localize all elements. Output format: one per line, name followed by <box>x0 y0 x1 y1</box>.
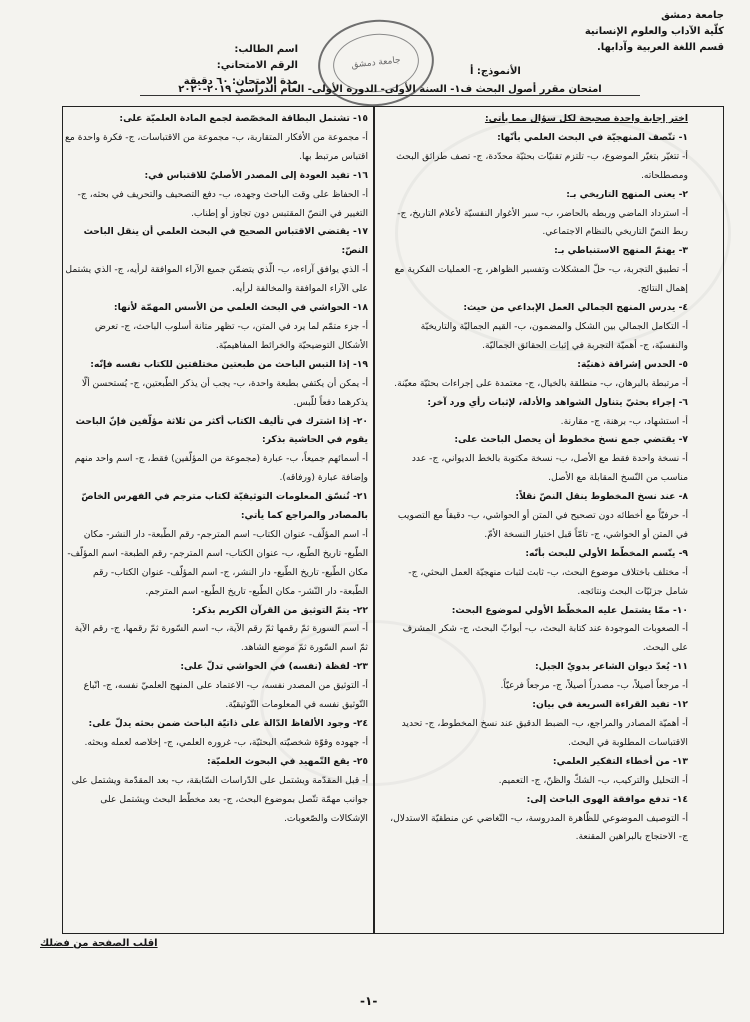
question-options: أ- نسخة واحدة فقط مع الأصل، ب- نسخة مكتوبة بالخط الديواني، ج- عدد مناسب من النّسخ المقابلة مع الأصل. <box>411 453 688 484</box>
question-options: أ- مختلف باختلاف موضوع البحث، ب- ثابت لثبات منهجيّة العمل البحثي، ج- شامل جزئيّات البحث ونتائجه. <box>408 566 688 597</box>
header-institution <box>469 8 724 56</box>
question-text: ٧- يقتضي جمع نسخ مخطوط أن يحصل الباحث على: <box>454 434 688 446</box>
page-number: -١- <box>360 994 378 1008</box>
question-options: أ- التوثيق من المصدر نفسه، ب- الاعتماد على المنهج العلميّ نفسه، ج- اتّباع التّوثيق نفسه في المعلومات التّوثيقيّة. <box>83 680 368 711</box>
question-text: ٤- يدرس المنهج الجمالي العمل الإبداعي من حيث: <box>463 302 688 314</box>
question-text: ٩- يتّسم المخطّط الأولي للبحث بأنّه: <box>525 547 688 559</box>
exam-model: الأنموذج: أ <box>470 66 521 77</box>
question-options: أ- مرجعاً أصيلاً، ب- مصدراً أصيلاً، ج- مرجعاً فرعيّاً. <box>500 680 688 692</box>
question-text: ٨- عند نسخ المخطوط ينقل النصّ نقلاً: <box>515 491 688 503</box>
student-name-field: اسم الطالب: <box>234 44 298 55</box>
question-text: ٢١- تُنسّق المعلومات التوثيقيّة لكتاب مترجم في الفهرس الخاصّ بالمصادر والمراجع كما يأتي: <box>81 491 368 522</box>
question-text: ١١- يُعدّ ديوان الشاعر بدويّ الجبل: <box>534 661 688 673</box>
question-text: ١٣- من أخطاء التفكير العلمي: <box>552 755 688 767</box>
question-text: ٢٠- إذا اشترك في تأليف الكتاب أكثر من ثلاثة مؤلّفين فإنّ الباحث يقوم في الحاشية بذكر: <box>75 415 368 446</box>
questions-column-right <box>384 110 688 847</box>
turn-page-note: اقلب الصفحة من فضلك <box>40 938 158 949</box>
question-options: أ- حرفيّاً مع أخطائه دون تصحيح في المتن أو الحواشي، ب- دقيقاً مع التصويب في المتن أو الحواشي، ج- تامّاً قبل اختيار النسخة الأمّ. <box>397 510 688 540</box>
question-options: أ- جهوده وقوّة شخصيّته البحثيّة، ب- غروره العلمي، ج- إخلاصه لعمله وبحثه. <box>84 736 368 748</box>
question-options: أ- الصعوبات الموجودة عند كتابة البحث، ب- أبوابّ البحث، ج- شكر المشرف على البحث. <box>402 623 688 654</box>
question-text: ٢- يعنى المنهج التاريخي بـ: <box>566 188 688 200</box>
question-options: أ- اسم المؤلّف- عنوان الكتاب- اسم المترجم- رقم الطّبعة- دار النشر- مكان الطّبع- تاريخ الطّبع، ب- عنوان الكتاب- اسم المترجم- رقم الطبعة- اسم المؤلّف- مكان الطّبع- تاريخ الطّبع- دار النشر، ج- اسم المؤلّف- عنوان الكتاب- رقم الطّبعة- دار النّشر- مكان الطّبع- تاريخ الطّبع- اسم المترجم. <box>67 528 368 597</box>
question-text: ١٧- يقتضي الاقتباس الصحيح في البحث العلمي أن ينقل الباحث النصّ: <box>83 226 368 257</box>
department-name: قسم اللغة العربية وآدابها. <box>596 42 724 53</box>
question-options: أ- التوصيف الموضوعي للظّاهرة المدروسة، ب- التّغاضي عن منطقيّة الاستدلال، ج- الاحتجاج بالبراهين المقنعة. <box>390 812 688 843</box>
question-text: ٢٢- يتمّ التوثيق من القرآن الكريم بذكر: <box>192 604 368 616</box>
question-text: ١٦- تفيد العودة إلى المصدر الأصليّ للاقتباس في: <box>144 169 368 181</box>
question-options: أ- تتغيّر بتغيّر الموضوع، ب- تلتزم تقنيّات بحثيّة محدّدة، ج- تصف طرائق البحث ومصطلحاته. <box>396 150 688 181</box>
column-divider <box>373 106 375 934</box>
question-text: ٦- إجراء بحثيّ يتناول الشواهد والأدلة، لإثبات رأي ورد آخر: <box>427 396 688 408</box>
question-text: ١٩- إذا التبس الباحث من طبعتين مختلفتين للكتاب نفسه فإنّه: <box>90 358 368 370</box>
question-text: ١٤- تدفع موافقة الهوى الباحث إلى: <box>526 793 688 805</box>
question-options: أ- الحفاظ على وقت الباحث وجهده، ب- دفع التصحيف والتحريف في بحثه، ج- التغيير في النصّ المقتبس دون تجاوز أو إطناب. <box>77 188 368 219</box>
question-text: ١٨- الحواشي في البحث العلمي من الأسس المهمّة لأنها: <box>113 302 368 314</box>
question-text: ٢٣- لفظة (نفسه) في الحواشي تدلّ على: <box>180 661 368 673</box>
question-options: أ- أهميّة المصادر والمراجع، ب- الضبط الدقيق عند نسخ المخطوط، ج- تحديد الاقتباسات المطلوبة في البحث. <box>401 718 688 748</box>
question-options: أ- استرداد الماضي وربطه بالحاضر، ب- سبر الأغوار النفسيّة لأعلام التاريخ، ج- ربط النصّ التاريخي بالنظام الاجتماعي. <box>397 207 688 238</box>
question-options: أ- التحليل والتركيب، ب- الشكّ والظنّ، ج- التعميم. <box>498 774 688 786</box>
question-options: أ- قبل المقدّمة ويشتمل على الدّراسات السّابقة، ب- بعد المقدّمة ويشتمل على جوانب مهمّة تتّصل بموضوع البحث، ج- بعد مخطّط البحث ويشتمل على الإشكالات والصّعوبات. <box>71 774 368 824</box>
instructions: اختر إجابة واحدة صحيحة لكل سؤال مما يأتي: <box>484 113 688 124</box>
question-options: أ- أسمائهم جميعاً، ب- عبارة (مجموعة من المؤلّفين) فقط، ج- اسم واحد منهم وإضافة عبارة (ورفاقه). <box>74 453 368 484</box>
header-student-info <box>58 42 298 90</box>
seal-text: جامعة دمشق <box>330 30 422 97</box>
question-text: ٥- الحدس إشراقة ذهنيّة: <box>577 358 688 370</box>
university-seal <box>314 14 438 112</box>
question-text: ٣- يهتمّ المنهج الاستنباطي بـ: <box>554 245 688 257</box>
question-options: أ- التكامل الجمالي بين الشكل والمضمون، ب- القيم الجماليّة والتاريخيّة والنفسيّة، ج- أهميّة التجربة في إثبات الحقائق الجماليّة. <box>420 320 688 351</box>
questions-column-left <box>64 110 368 828</box>
question-options: أ- مرتبطة بالبرهان، ب- منطلقة بالخيال، ج- معتمدة على إجراءات بحثيّة معيّنة. <box>394 377 688 389</box>
question-options: أ- اسم السورة ثمّ رقمها ثمّ رقم الآية، ب- اسم السّورة ثمّ رقمها، ج- رقم الآية ثمّ اسم السّورة ثمّ موضع الشاهد. <box>74 623 368 654</box>
question-text: ١٥- تشتمل البطاقة المخصّصة لجمع المادة العلميّة على: <box>119 113 368 124</box>
question-options: أ- مجموعة من الأفكار المتقاربة، ب- مجموعة من الاقتباسات، ج- فكرة واحدة مع اقتباس مرتبط بها. <box>65 131 368 162</box>
university-name: جامعة دمشق <box>661 10 724 21</box>
exam-title: امتحان مقرر أصول البحث ف١- السنة الأولى- الدورة الأولى- العام الدراسي ٢٠١٩-٢٠٢٠ <box>140 84 640 96</box>
question-text: ٢٤- وجود الألفاظ الدّالة على ذاتيّة الباحث ضمن بحثه يدلّ على: <box>88 718 368 729</box>
exam-number-field: الرقم الامتحاني: <box>216 60 298 71</box>
question-text: ١- تتّصف المنهجيّة في البحث العلمي بأنّها: <box>497 131 688 143</box>
exam-duration: مدة الامتحان: ٦٠ دقيقة <box>183 76 298 87</box>
question-options: أ- يمكن أن يكتفي بطبعة واحدة، ب- يجب أن يذكر الطّبعتين، ج- يُستحسن ألّا يذكرهما دفعاً للّبس. <box>81 377 368 408</box>
question-text: ١٢- تفيد القراءة السريعة في بيان: <box>532 699 688 711</box>
question-options: أ- تطبيق التجربة، ب- حلّ المشكلات وتفسير الظواهر، ج- العمليات الفكرية مع إهمال النتائج. <box>394 264 688 295</box>
faculty-name: كلّية الآداب والعلوم الإنسانية <box>584 26 724 37</box>
question-text: ٢٥- يقع التّمهيد في البحوث العلميّة: <box>207 755 368 767</box>
question-options: أ- استشهاد، ب- برهنة، ج- مقارنة. <box>560 415 688 427</box>
question-options: أ- جزء متمّم لما يرد في المتن، ب- تظهر متانة أسلوب الباحث، ج- تعرض الأشكال التوضيحيّة والخرائط المفاهيميّة. <box>94 320 368 351</box>
question-options: أ- الذي يوافق آراءه، ب- الّذي يتضمّن جميع الآراء الموافقة لرأيه، ج- الذي يشتمل على الآراء الموافقة والمخالفة لرأيه. <box>65 264 368 295</box>
question-text: ١٠- ممّا يشتمل عليه المخطّط الأولي لموضوع البحث: <box>451 604 688 616</box>
